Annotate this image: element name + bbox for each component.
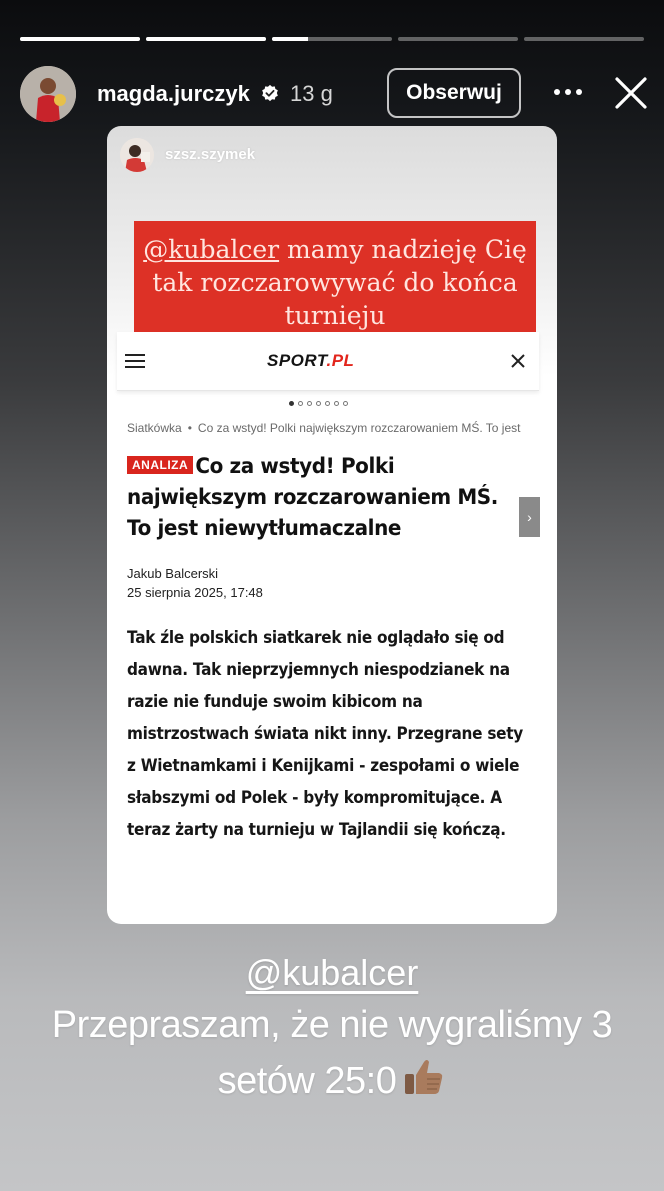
article-lead: Tak źle polskich siatkarek nie oglądało się od dawna. Tak nieprzyjemnych niespodzianek na razie nie funduje swoim kibicom na mistrzostwach świata nikt inny. Przegrane sety z Wietnamkami i Kenijkami - zespołami o wiele słabszymi od Polek - były kompromitujące. A teraz żarty na turnieju w Tajlandii się kończą. xyxy=(127,628,524,840)
caption-line-2: setów 25:0 xyxy=(217,1060,397,1102)
carousel-dot[interactable] xyxy=(316,401,321,406)
carousel-dots xyxy=(289,401,348,409)
thumbs-up-icon xyxy=(402,1055,446,1099)
carousel-dot[interactable] xyxy=(298,401,303,406)
reposted-story-card[interactable] xyxy=(107,126,557,924)
banner-line-3: turnieju xyxy=(284,301,386,330)
article-date: 25 sierpnia 2025, 17:48 xyxy=(127,585,263,600)
caption-line-1: Przepraszam, że nie wygraliśmy 3 xyxy=(51,1004,613,1046)
site-logo-suffix: .PL xyxy=(326,351,355,370)
article-author: Jakub Balcerski xyxy=(127,566,219,581)
site-logo-main: SPORT xyxy=(267,351,327,370)
comment-banner xyxy=(134,221,536,345)
banner-mention[interactable]: @kubalcer xyxy=(143,235,280,264)
progress-segment xyxy=(146,37,266,41)
hamburger-menu-icon[interactable] xyxy=(125,353,145,369)
caption-line-2-wrap xyxy=(0,1055,664,1103)
progress-fill xyxy=(272,37,308,41)
progress-segment xyxy=(524,37,644,41)
breadcrumb-section[interactable]: Siatkówka xyxy=(127,421,182,435)
breadcrumb xyxy=(127,421,537,435)
carousel-dot[interactable] xyxy=(325,401,330,406)
close-icon[interactable] xyxy=(614,76,648,110)
breadcrumb-current: Co za wstyd! Polki największym rozczarowaniem MŚ. To jest xyxy=(197,421,521,435)
progress-segment xyxy=(398,37,518,41)
carousel-dot[interactable] xyxy=(289,401,294,406)
avatar-image xyxy=(20,66,76,122)
verified-badge-icon xyxy=(261,84,279,102)
reposted-username[interactable]: szsz.szymek xyxy=(165,146,256,163)
post-time: 13 g xyxy=(290,81,333,106)
next-article-arrow[interactable]: › xyxy=(519,497,540,537)
article-title: Co za wstyd! Polki największym rozczarowaniem MŚ. To jest niewytłumaczalne xyxy=(127,454,499,540)
banner-line-1 xyxy=(134,233,536,266)
carousel-dot[interactable] xyxy=(334,401,339,406)
progress-fill xyxy=(20,37,140,41)
progress-segment xyxy=(272,37,392,41)
username[interactable]: magda.jurczyk xyxy=(97,81,250,106)
caption-mention[interactable]: @kubalcer xyxy=(245,952,419,993)
banner-line-1-rest: mamy nadzieję Cię xyxy=(279,235,527,264)
story-header xyxy=(20,64,648,124)
carousel-dot[interactable] xyxy=(343,401,348,406)
article-badge: ANALIZA xyxy=(127,456,193,474)
progress-fill xyxy=(146,37,266,41)
carousel-dot[interactable] xyxy=(307,401,312,406)
avatar[interactable] xyxy=(20,66,76,122)
reposted-avatar[interactable] xyxy=(120,138,154,172)
story-progress xyxy=(20,37,644,41)
caption-mention-line xyxy=(0,952,664,994)
follow-button[interactable]: Obserwuj xyxy=(387,68,521,118)
reposted-avatar-image xyxy=(120,138,154,172)
site-logo[interactable] xyxy=(267,351,354,371)
site-close-icon[interactable] xyxy=(511,354,525,368)
banner-line-2: tak rozczarowywać do końca xyxy=(152,268,518,297)
progress-segment xyxy=(20,37,140,41)
more-options-icon[interactable] xyxy=(552,80,584,104)
site-header xyxy=(117,332,539,391)
breadcrumb-separator: • xyxy=(187,421,192,435)
